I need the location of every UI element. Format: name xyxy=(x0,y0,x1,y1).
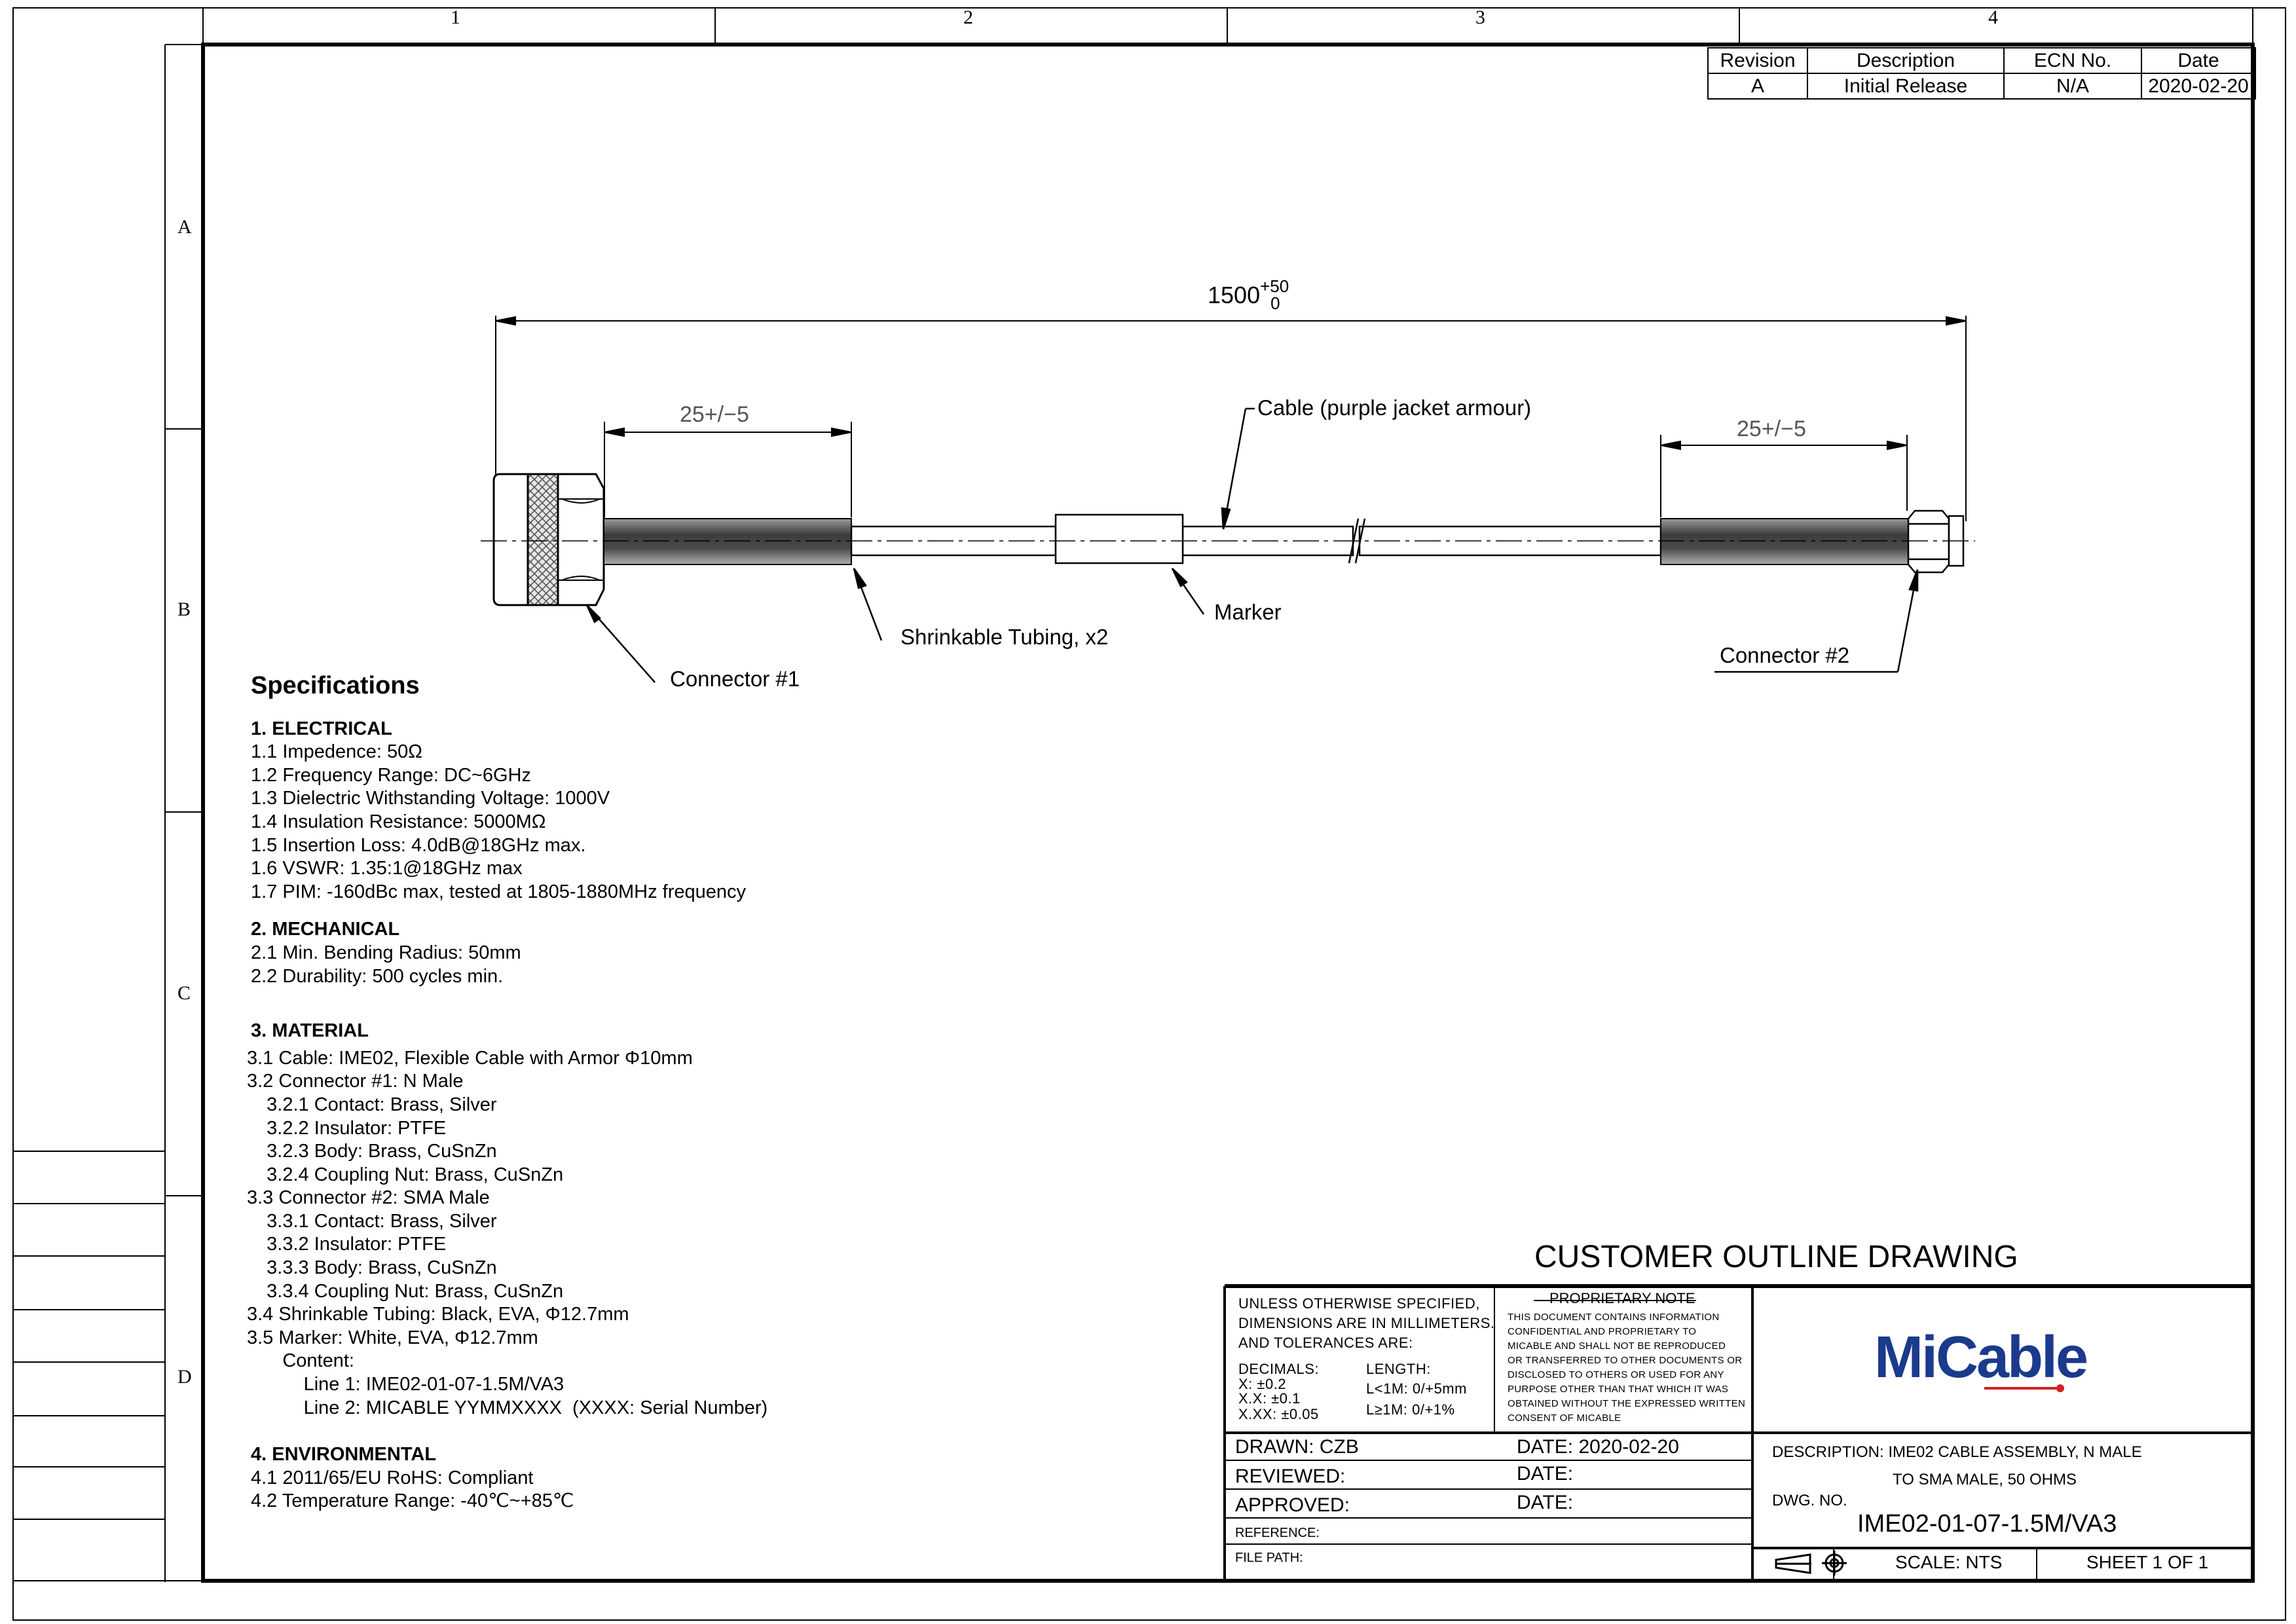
spec-line: 3.4 Shrinkable Tubing: Black, EVA, Φ12.7mm xyxy=(247,1304,629,1325)
zone-column-4: 4 xyxy=(1988,7,1998,28)
spec-line: 1.1 Impedence: 50Ω xyxy=(251,741,422,763)
micable-logo: MiCable xyxy=(1874,1325,2087,1390)
spec-line: 4.1 2011/65/EU RoHS: Compliant xyxy=(251,1467,534,1488)
callout-cable: Cable (purple jacket armour) xyxy=(1257,396,1532,420)
dwg-no-label: DWG. NO. xyxy=(1772,1492,1847,1509)
scale-value: SCALE: NTS xyxy=(1895,1552,2003,1572)
zone-column-3: 3 xyxy=(1475,7,1485,28)
zone-row-d: D xyxy=(177,1366,192,1388)
spec-section-material xyxy=(247,1020,1168,1420)
spec-section-mechanical xyxy=(251,918,1168,988)
tolerance-note-line-3: AND TOLERANCES ARE: xyxy=(1238,1335,1413,1351)
spec-line: 1.6 VSWR: 1.35:1@18GHz max xyxy=(251,858,523,879)
proprietary-note-line: THIS DOCUMENT CONTAINS INFORMATION xyxy=(1508,1312,1720,1323)
spec-line: 3.5 Marker: White, EVA, Φ12.7mm xyxy=(247,1327,538,1348)
rev-header-description: Description xyxy=(1807,48,2004,73)
rev-cell-revision: A xyxy=(1708,73,1807,99)
reviewed-date: DATE: xyxy=(1517,1463,1574,1485)
spec-line: 3.3.4 Coupling Nut: Brass, CuSnZn xyxy=(251,1280,564,1302)
spec-line: 1.7 PIM: -160dBc max, tested at 1805-1880MHz frequency xyxy=(251,881,747,902)
length-label: LENGTH: xyxy=(1366,1361,1431,1377)
decimals-xx: X.X: ±0.1 xyxy=(1238,1390,1301,1407)
decimals-label: DECIMALS: xyxy=(1238,1361,1320,1377)
spec-heading: 4. ENVIRONMENTAL xyxy=(251,1444,437,1466)
rev-header-revision: Revision xyxy=(1708,48,1807,73)
proprietary-note-line: CONFIDENTIAL AND PROPRIETARY TO xyxy=(1508,1326,1697,1337)
spec-section-environmental xyxy=(251,1443,1168,1513)
callout-connector-2: Connector #2 xyxy=(1720,643,1850,667)
proprietary-note-line: OBTAINED WITHOUT THE EXPRESSED WRITTEN xyxy=(1508,1398,1746,1409)
table-row xyxy=(1708,73,2255,99)
spec-heading: 3. MATERIAL xyxy=(251,1020,369,1042)
spec-line: 3.3 Connector #2: SMA Male xyxy=(247,1187,490,1209)
right-tubing-dimension xyxy=(1661,435,1907,517)
length-over-1m: L≥1M: 0/+1% xyxy=(1366,1401,1455,1418)
zone-row-c: C xyxy=(177,982,191,1004)
spec-line: 4.2 Temperature Range: -40℃~+85℃ xyxy=(251,1490,574,1512)
spec-line: 3.3.2 Insulator: PTFE xyxy=(251,1234,447,1255)
proprietary-note-line: PURPOSE OTHER THAN THAT WHICH IT WAS xyxy=(1508,1384,1729,1395)
marker-sleeve xyxy=(1056,515,1183,563)
spec-line: 3.2 Connector #1: N Male xyxy=(247,1071,464,1092)
zone-column-1: 1 xyxy=(451,7,460,28)
revision-table xyxy=(1707,47,2256,100)
spec-heading: 1. ELECTRICAL xyxy=(251,718,392,739)
drawn-by: DRAWN: CZB xyxy=(1235,1436,1359,1458)
proprietary-note-line: CONSENT OF MICABLE xyxy=(1508,1412,1621,1424)
spec-line: Content: xyxy=(251,1350,354,1372)
overall-length-tol-lower: 0 xyxy=(1270,293,1280,313)
proprietary-note-title: PROPRIETARY NOTE xyxy=(1549,1290,1695,1306)
third-angle-projection-icon xyxy=(1776,1551,1847,1576)
right-tubing-dimension-value: 25+/−5 xyxy=(1737,416,1806,441)
spec-line: 3.2.2 Insulator: PTFE xyxy=(251,1117,447,1139)
connector-1-n-male xyxy=(494,474,604,605)
spec-line: 2.1 Min. Bending Radius: 50mm xyxy=(251,942,521,963)
overall-length-value xyxy=(1208,276,1289,313)
spec-line: 2.2 Durability: 500 cycles min. xyxy=(251,965,504,987)
reference-label: REFERENCE: xyxy=(1235,1526,1320,1540)
tolerance-note-line-2: DIMENSIONS ARE IN MILLIMETERS. xyxy=(1238,1315,1495,1331)
spec-line: 3.2.1 Contact: Brass, Silver xyxy=(251,1094,497,1115)
zone-row-a: A xyxy=(177,216,192,238)
approved-by: APPROVED: xyxy=(1235,1494,1350,1516)
spec-line: Line 1: IME02-01-07-1.5M/VA3 xyxy=(251,1374,565,1395)
rev-header-ecn: ECN No. xyxy=(2004,48,2141,73)
spec-heading: 2. MECHANICAL xyxy=(251,919,400,940)
decimals-x: X: ±0.2 xyxy=(1238,1376,1287,1392)
dwg-no-value: IME02-01-07-1.5M/VA3 xyxy=(1857,1510,2117,1538)
decimals-xxx: X.XX: ±0.05 xyxy=(1238,1406,1319,1422)
spec-line: 3.2.4 Coupling Nut: Brass, CuSnZn xyxy=(251,1164,564,1185)
specifications-title: Specifications xyxy=(251,672,420,699)
proprietary-note-line: OR TRANSFERRED TO OTHER DOCUMENTS OR xyxy=(1508,1355,1743,1366)
proprietary-note-line: DISCLOSED TO OTHERS OR USED FOR ANY xyxy=(1508,1369,1724,1380)
drawn-date: DATE: 2020-02-20 xyxy=(1517,1436,1679,1458)
shrink-tubing-left xyxy=(604,519,851,564)
sheet-number: SHEET 1 OF 1 xyxy=(2086,1552,2209,1572)
length-under-1m: L<1M: 0/+5mm xyxy=(1366,1380,1467,1397)
spec-line: 3.1 Cable: IME02, Flexible Cable with Armor Φ10mm xyxy=(247,1047,693,1069)
approved-date: DATE: xyxy=(1517,1492,1574,1513)
rev-cell-ecn: N/A xyxy=(2004,73,2141,99)
description-line-1: DESCRIPTION: IME02 CABLE ASSEMBLY, N MALE xyxy=(1772,1443,2142,1461)
cable-assembly-drawing xyxy=(481,316,1975,682)
revision-table-header xyxy=(1708,48,2255,73)
spec-line: 3.2.3 Body: Brass, CuSnZn xyxy=(251,1141,497,1162)
callout-shrinkable-tubing: Shrinkable Tubing, x2 xyxy=(900,625,1109,649)
rev-cell-date: 2020-02-20 xyxy=(2141,73,2255,99)
drawing-title: CUSTOMER OUTLINE DRAWING xyxy=(1534,1240,2018,1274)
spec-line: 1.2 Frequency Range: DC~6GHz xyxy=(251,764,531,786)
tolerance-note-line-1: UNLESS OTHERWISE SPECIFIED, xyxy=(1238,1295,1480,1312)
rev-header-date: Date xyxy=(2141,48,2255,73)
spec-line: Line 2: MICABLE YYMMXXXX (XXXX: Serial Number) xyxy=(251,1397,768,1418)
zone-column-2: 2 xyxy=(963,7,973,28)
shrink-tubing-right xyxy=(1661,519,1908,564)
spec-section-electrical xyxy=(251,718,1168,904)
rev-cell-description: Initial Release xyxy=(1807,73,2004,99)
callout-marker: Marker xyxy=(1214,600,1282,624)
spec-line: 3.3.3 Body: Brass, CuSnZn xyxy=(251,1257,497,1279)
file-path-label: FILE PATH: xyxy=(1235,1551,1303,1565)
reviewed-by: REVIEWED: xyxy=(1235,1466,1346,1487)
overall-length-number: 1500 xyxy=(1208,282,1261,308)
spec-line: 1.3 Dielectric Withstanding Voltage: 1000V xyxy=(251,788,610,809)
left-tubing-dimension xyxy=(604,422,851,517)
connector-2-sma-male xyxy=(1908,511,1963,572)
spec-line: 1.4 Insulation Resistance: 5000MΩ xyxy=(251,811,546,832)
description-line-2: TO SMA MALE, 50 OHMS xyxy=(1893,1471,2077,1488)
spec-line: 3.3.1 Contact: Brass, Silver xyxy=(251,1210,497,1232)
callout-connector-1: Connector #1 xyxy=(670,667,800,691)
proprietary-note-line: MICABLE AND SHALL NOT BE REPRODUCED xyxy=(1508,1340,1726,1352)
specifications-block xyxy=(247,672,1168,1513)
spec-line: 1.5 Insertion Loss: 4.0dB@18GHz max. xyxy=(251,834,586,856)
left-tubing-dimension-value: 25+/−5 xyxy=(680,402,749,427)
zone-row-b: B xyxy=(177,599,191,620)
overall-length-tol-upper: +50 xyxy=(1260,276,1289,296)
